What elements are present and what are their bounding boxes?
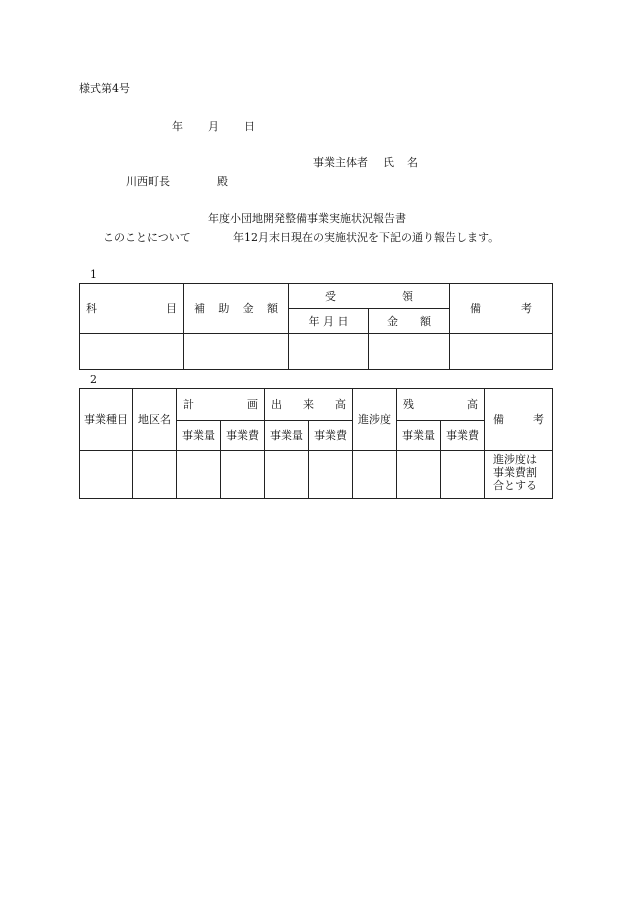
header-remarks-char2: 考 — [521, 302, 532, 315]
header-balance — [397, 389, 485, 421]
applicant-title: 事業主体者 — [313, 156, 368, 169]
section2-cell-actual-quantity[interactable] — [265, 451, 309, 499]
header-receipt-char2: 領 — [402, 289, 413, 303]
section2-cell-plan-cost[interactable] — [221, 451, 265, 499]
header-plan-char2: 画 — [247, 398, 258, 411]
header-actual-cost: 事業費 — [309, 421, 353, 451]
note-line-1: 進涉度は — [493, 453, 537, 466]
note-line-2: 事業費割 — [493, 466, 537, 479]
header-actual-char2: 来 — [303, 398, 314, 411]
section2-cell-plan-quantity[interactable] — [177, 451, 221, 499]
header-receipt-amount — [369, 309, 450, 334]
header-remarks-char1: 備 — [470, 302, 481, 315]
applicant-name-label2: 名 — [407, 156, 418, 169]
header-receipt-amount-char2: 額 — [420, 314, 431, 328]
header-receipt-date: 年 月 日 — [289, 309, 369, 334]
header-subject-char2: 目 — [166, 302, 177, 315]
header-subject-char1: 科 — [86, 302, 97, 315]
section2-cell-progress[interactable] — [353, 451, 397, 499]
section2-cell-remarks-note — [485, 451, 553, 499]
header-remarks-2-char2: 考 — [533, 413, 544, 426]
recipient-honorific: 殿 — [217, 175, 228, 188]
header-balance-quantity: 事業量 — [397, 421, 441, 451]
header-receipt-char1: 受 — [325, 289, 336, 303]
header-remarks-2-char1: 備 — [493, 413, 504, 426]
header-receipt — [289, 284, 450, 309]
section2-cell-project-type[interactable] — [80, 451, 133, 499]
section2-cell-actual-cost[interactable] — [309, 451, 353, 499]
date-day-label: 日 — [244, 120, 255, 133]
section1-table — [79, 283, 553, 370]
date-month-label: 月 — [208, 120, 219, 133]
header-balance-char2: 高 — [467, 398, 478, 411]
header-receipt-amount-char1: 金 — [387, 314, 398, 328]
header-actual — [265, 389, 353, 421]
header-balance-cost: 事業費 — [441, 421, 485, 451]
header-subsidy-char3: 金 — [242, 302, 254, 315]
note-line-3: 合とする — [493, 479, 537, 492]
date-year-label: 年 — [172, 120, 183, 133]
header-subsidy-char4: 額 — [266, 302, 278, 315]
header-balance-char1: 残 — [403, 398, 414, 411]
header-actual-char1: 出 — [271, 398, 282, 411]
section1-cell-subsidy-amount[interactable] — [184, 334, 289, 370]
header-plan-cost: 事業費 — [221, 421, 265, 451]
body-text-part1: このことについて — [103, 231, 191, 244]
section2-cell-balance-quantity[interactable] — [397, 451, 441, 499]
header-subsidy-char1: 補 — [194, 302, 205, 315]
header-actual-quantity: 事業量 — [265, 421, 309, 451]
header-plan-char1: 計 — [183, 398, 194, 411]
header-progress: 進涉度 — [353, 389, 397, 451]
header-subsidy-amount — [184, 284, 289, 334]
section2-number: 2 — [90, 373, 97, 386]
header-subject — [80, 284, 184, 334]
document-title: 年度小団地開発整備事業実施状況報告書 — [208, 212, 406, 225]
section1-cell-receipt-date[interactable] — [289, 334, 369, 370]
header-project-type: 事業種目 — [80, 389, 133, 451]
section2-cell-balance-cost[interactable] — [441, 451, 485, 499]
section2-table — [79, 388, 553, 499]
section1-cell-subject[interactable] — [80, 334, 184, 370]
form-number: 様式第4号 — [79, 82, 130, 95]
applicant-name-label: 氏 — [383, 156, 394, 169]
section2-cell-district[interactable] — [133, 451, 177, 499]
section1-cell-remarks[interactable] — [450, 334, 553, 370]
header-remarks-2 — [485, 389, 553, 451]
header-plan-quantity: 事業量 — [177, 421, 221, 451]
section1-number: 1 — [90, 268, 97, 281]
section1-cell-receipt-amount[interactable] — [369, 334, 450, 370]
body-text-part2: 年12月末日現在の実施状況を下記の通り報告します。 — [233, 231, 500, 244]
header-subsidy-char2: 助 — [218, 302, 230, 315]
header-actual-char3: 高 — [335, 398, 346, 411]
header-plan — [177, 389, 265, 421]
header-district: 地区名 — [133, 389, 177, 451]
header-remarks — [450, 284, 553, 334]
recipient-name: 川西町長 — [126, 175, 170, 188]
